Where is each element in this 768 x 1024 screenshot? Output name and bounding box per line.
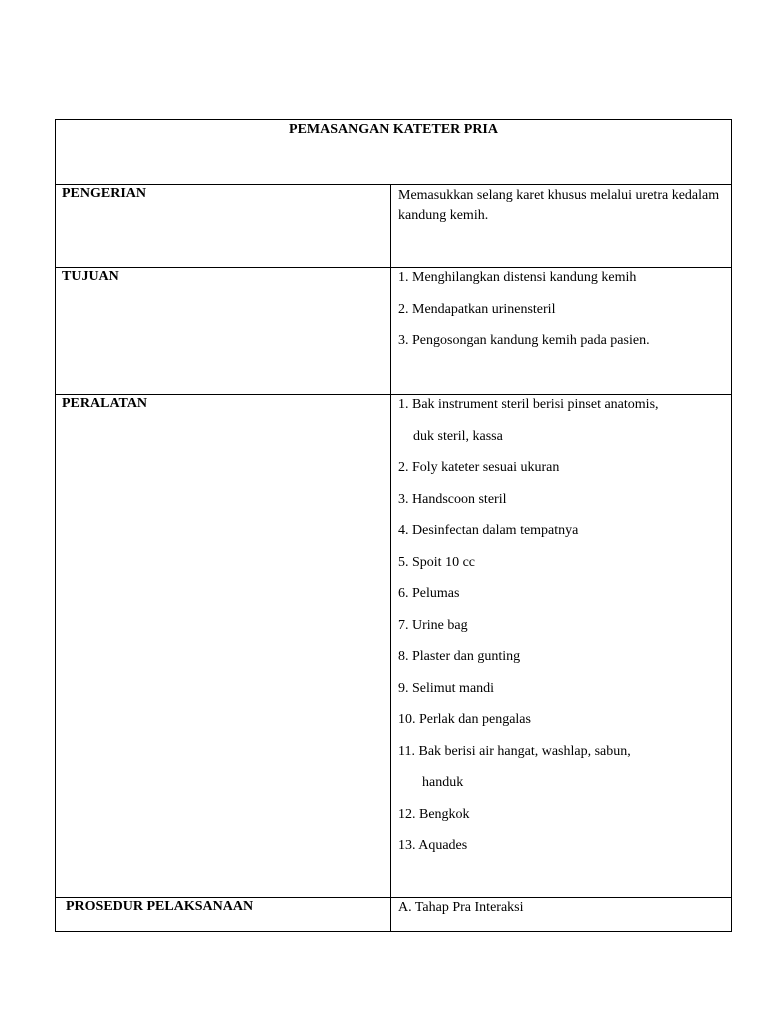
peralatan-item: 13. Aquades <box>398 838 468 853</box>
tujuan-item: 1. Menghilangkan distensi kandung kemih <box>398 270 637 285</box>
peralatan-label: PERALATAN <box>62 396 148 411</box>
peralatan-item-continuation: handuk <box>422 775 464 790</box>
peralatan-item: 11. Bak berisi air hangat, washlap, sabun, <box>398 743 631 759</box>
peralatan-item: 9. Selimut mandi <box>398 680 495 696</box>
tujuan-content-cell <box>391 268 732 395</box>
prosedur-label-cell <box>56 898 391 932</box>
peralatan-item: 2. Foly kateter sesuai ukuran <box>398 460 560 475</box>
peralatan-item: 8. Plaster dan gunting <box>398 649 521 664</box>
tujuan-label: TUJUAN <box>62 269 119 284</box>
document-title: PEMASANGAN KATETER PRIA <box>56 120 732 185</box>
peralatan-item: 5. Spoit 10 cc <box>398 554 475 570</box>
peralatan-content-cell <box>391 395 732 898</box>
prosedur-step: A. Tahap Pra Interaksi <box>398 900 524 915</box>
pengertian-label: PENGERIAN <box>62 186 147 201</box>
prosedur-label: PROSEDUR PELAKSANAAN <box>66 899 254 914</box>
tujuan-item: 2. Mendapatkan urinensteril <box>398 301 556 317</box>
peralatan-label-cell <box>56 395 391 898</box>
peralatan-item: 3. Handscoon steril <box>398 491 507 507</box>
peralatan-item: 1. Bak instrument steril berisi pinset anatomis, <box>398 397 659 412</box>
peralatan-item: 10. Perlak dan pengalas <box>398 712 531 727</box>
peralatan-item: 12. Bengkok <box>398 806 470 822</box>
peralatan-item: 7. Urine bag <box>398 617 468 633</box>
prosedur-content-cell <box>391 898 732 932</box>
tujuan-label-cell <box>56 268 391 395</box>
tujuan-item: 3. Pengosongan kandung kemih pada pasien. <box>398 333 650 348</box>
procedure-table <box>55 119 732 932</box>
pengertian-text: Memasukkan selang karet khusus melalui uretra kedalam kandung kemih. <box>398 188 720 223</box>
pengertian-label-cell <box>56 185 391 268</box>
peralatan-item: 6. Pelumas <box>398 586 460 601</box>
pengertian-content-cell <box>391 185 732 268</box>
peralatan-item: 4. Desinfectan dalam tempatnya <box>398 523 579 538</box>
peralatan-item-continuation: duk steril, kassa <box>413 428 503 444</box>
